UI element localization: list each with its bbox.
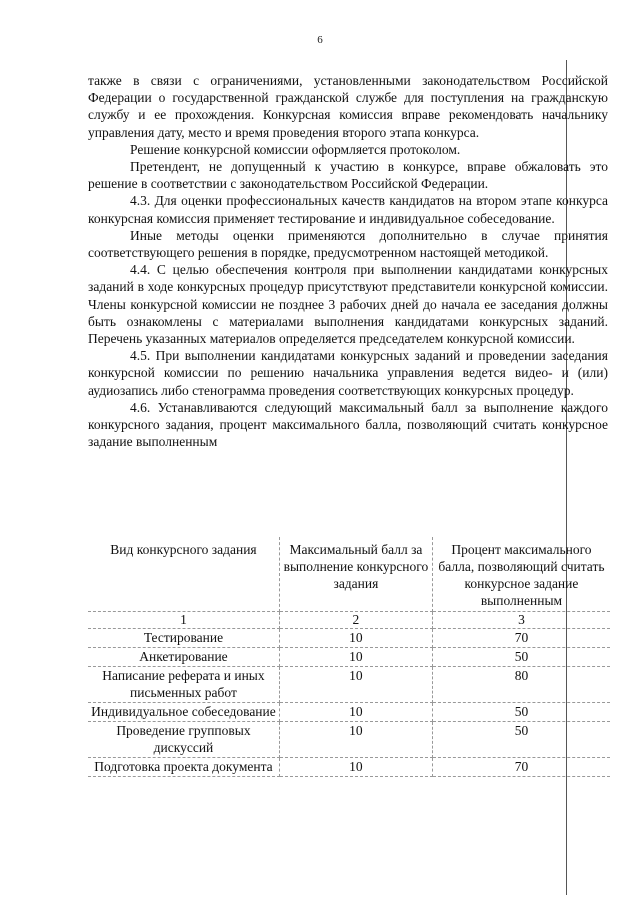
table-row (88, 648, 610, 667)
table-cell: 10 (279, 629, 432, 648)
column-number: 3 (432, 612, 610, 629)
table-cell: 10 (279, 758, 432, 777)
assessment-table (88, 537, 610, 777)
paragraph: 4.6. Устанавливаются следующий максимальный балл за выполнение каждого конкурсного задания, процент максимального балла, позволяющий считать конкурсное задание выполненным (88, 399, 608, 450)
table-cell: Индивидуальное собеседование (88, 703, 279, 722)
paragraph: Претендент, не допущенный к участию в конкурсе, вправе обжаловать это решение в соответствии с законодательством Российской Федерации. (88, 159, 608, 192)
paragraph: Иные методы оценки применяются дополнительно в случае принятия соответствующего решения в порядке, предусмотренном настоящей методикой. (88, 227, 608, 261)
table-cell: Написание реферата и иных письменных работ (88, 667, 279, 703)
table-row (88, 629, 610, 648)
table-cell: 70 (432, 629, 610, 648)
column-number: 2 (279, 612, 432, 629)
table-cell: 10 (279, 703, 432, 722)
paragraph: 4.4. С целью обеспечения контроля при выполнении кандидатами конкурсных заданий в ходе конкурсных процедур присутствуют представители конкурсной комиссии. Члены конкурсной комиссии не позднее 3 рабочих дней до начала ее заседания должны быть ознакомлены с материалами выполнения кандидатами конкурсных заданий. Перечень указанных материалов определяется председателем конкурсной комиссии. (88, 262, 608, 347)
table-cell: Тестирование (88, 629, 279, 648)
column-number: 1 (88, 612, 279, 629)
table-cell: 50 (432, 703, 610, 722)
table-cell: 50 (432, 648, 610, 667)
table-header-row (88, 537, 610, 612)
table-cell: 10 (279, 722, 432, 758)
table-cell: 10 (279, 648, 432, 667)
table-header-cell: Максимальный балл за выполнение конкурсного задания (279, 537, 432, 612)
table-cell: 50 (432, 722, 610, 758)
table-header-cell: Вид конкурсного задания (88, 537, 279, 612)
table-cell: Анкетирование (88, 648, 279, 667)
table-row (88, 667, 610, 703)
table-cell: 10 (279, 667, 432, 703)
table-row (88, 703, 610, 722)
body-text (88, 72, 608, 450)
paragraph: также в связи с ограничениями, установленными законодательством Российской Федерации о государственной гражданской службе для поступления на гражданскую службу и ее прохождения. Конкурсная комиссия вправе рекомендовать начальнику управления дату, место и время проведения второго этапа конкурса. (88, 73, 608, 140)
table-cell: 70 (432, 758, 610, 777)
table-cell: Проведение групповых дискуссий (88, 722, 279, 758)
table-header-cell: Процент максимального балла, позволяющий считать конкурсное задание выполненным (432, 537, 610, 612)
table-row (88, 722, 610, 758)
page-number: 6 (317, 34, 323, 46)
table-row (88, 758, 610, 777)
table-cell: 80 (432, 667, 610, 703)
table-cell: Подготовка проекта документа (88, 758, 279, 777)
paragraph: Решение конкурсной комиссии оформляется протоколом. (130, 141, 461, 157)
table-column-numbers-row (88, 612, 610, 629)
paragraph: 4.3. Для оценки профессиональных качеств кандидатов на втором этапе конкурса конкурсная комиссия применяет тестирование и индивидуальное собеседование. (88, 193, 608, 226)
paragraph: 4.5. При выполнении кандидатами конкурсных заданий и проведении заседания конкурсной комиссии по решению начальника управления ведется видео- и (или) аудиозапись либо стенограмма проведения соответствующих конкурсных процедур. (88, 348, 608, 398)
